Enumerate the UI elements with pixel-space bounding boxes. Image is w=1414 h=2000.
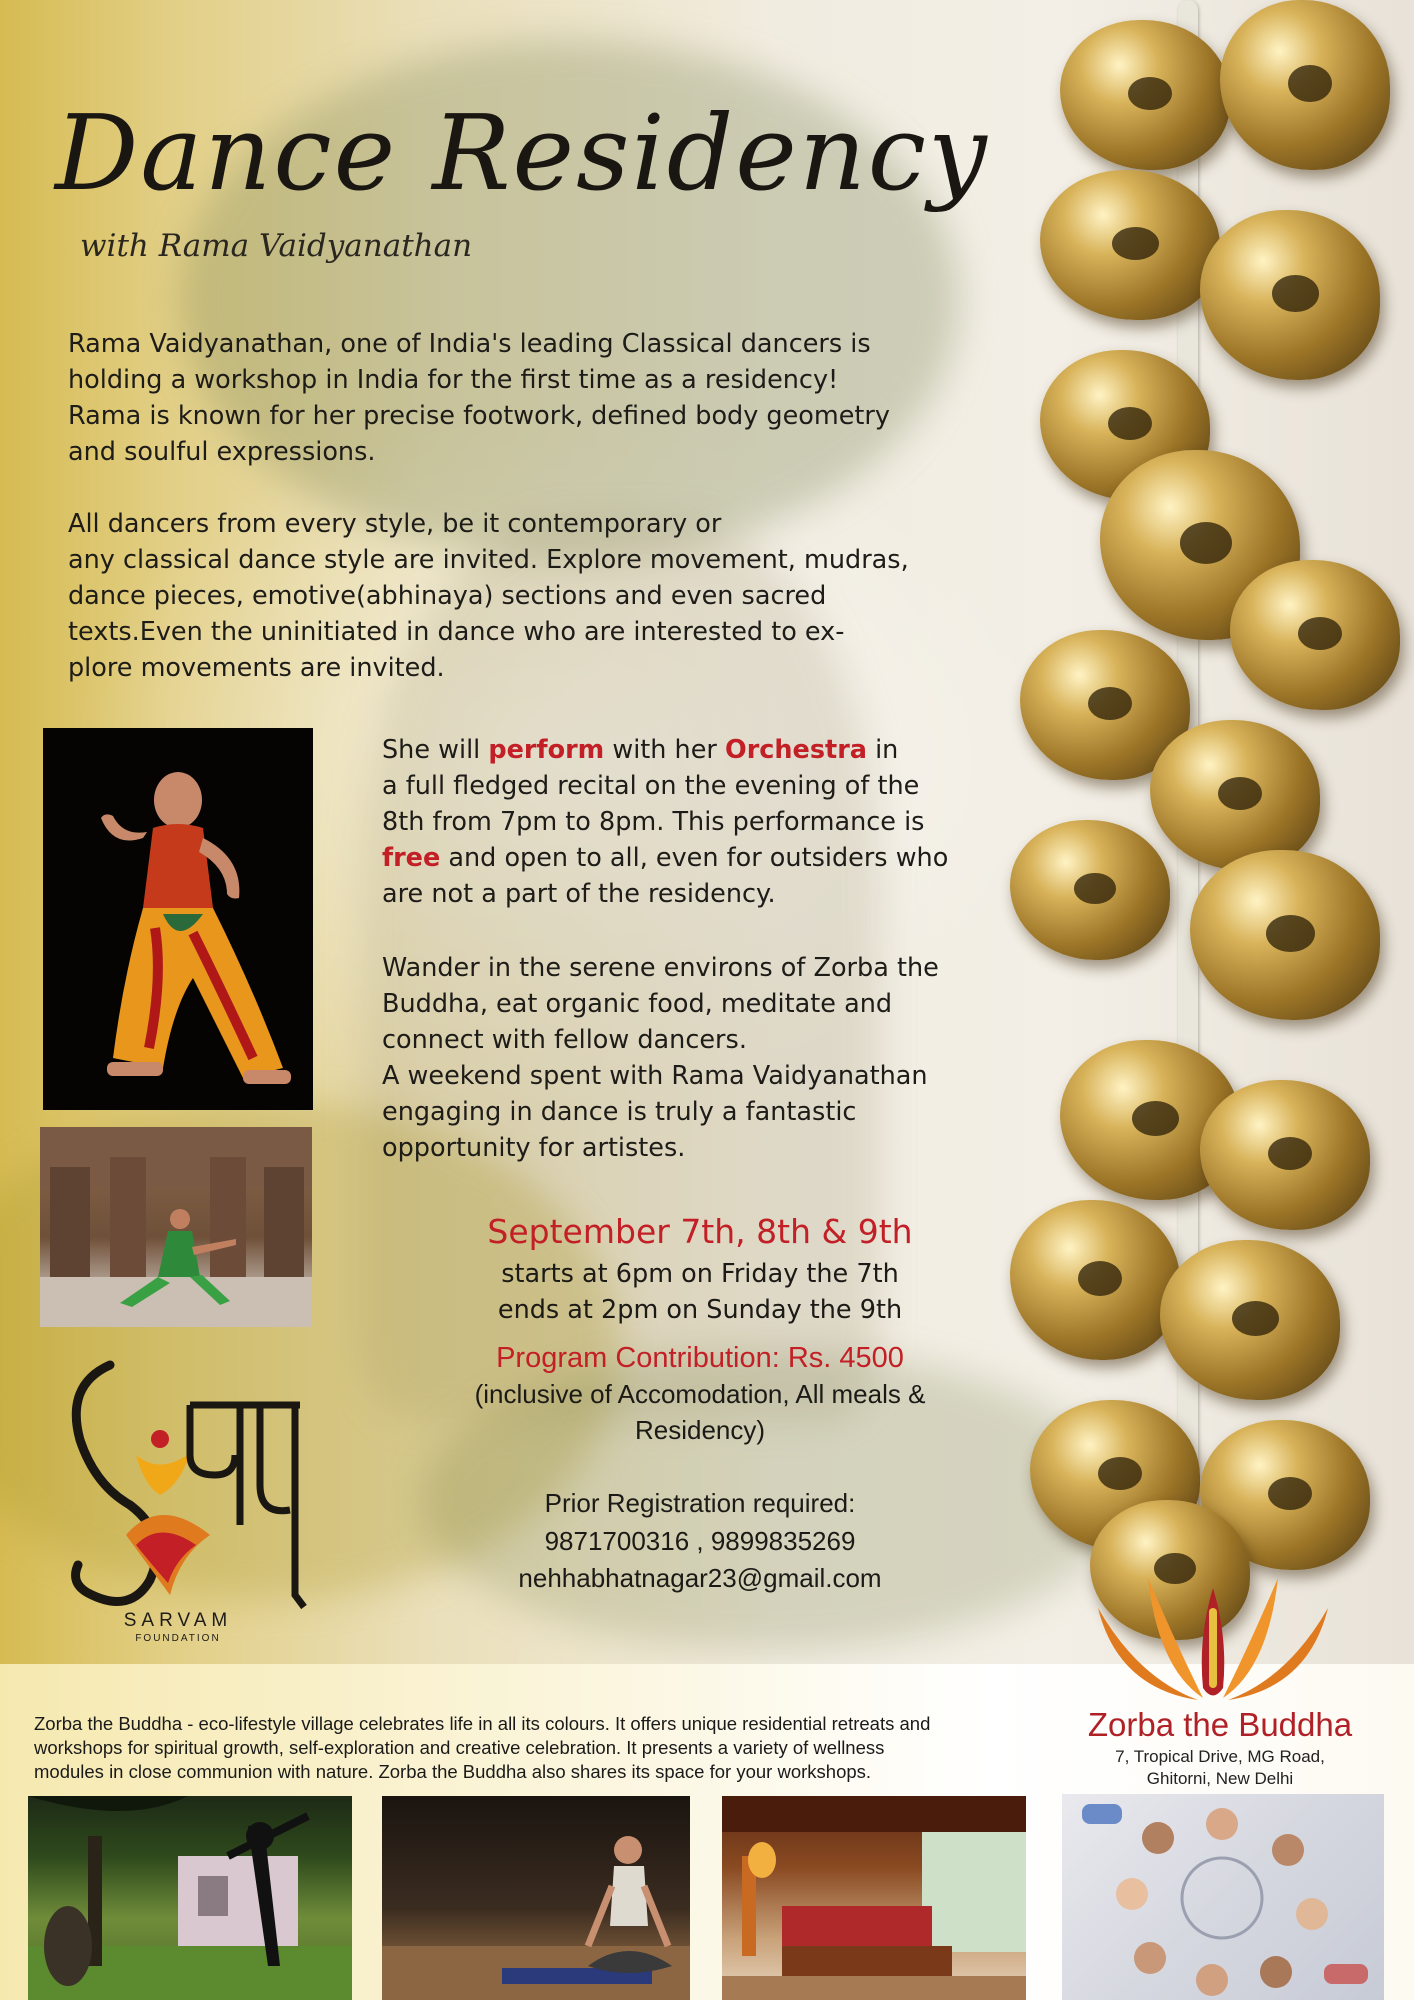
invite-paragraph bbox=[68, 506, 998, 686]
bell bbox=[1190, 850, 1380, 1020]
text-line: Wander in the serene environs of Zorba the bbox=[382, 953, 939, 983]
garden-photo bbox=[28, 1796, 352, 2000]
zorba-address: 7, Tropical Drive, MG Road, bbox=[1115, 1747, 1325, 1766]
meditation-photo bbox=[382, 1796, 690, 2000]
text-line: plore movements are invited. bbox=[68, 653, 445, 683]
ankle-bells-image bbox=[1000, 0, 1414, 1650]
garden-scene bbox=[28, 1796, 352, 2000]
bell bbox=[1230, 560, 1400, 710]
text-line: and soulful expressions. bbox=[68, 437, 376, 467]
text-line: dance pieces, emotive(abhinaya) sections and even sacred bbox=[68, 581, 827, 611]
text-fragment: and open to all, even for outsiders who bbox=[440, 843, 949, 873]
text-line: any classical dance style are invited. Explore movement, mudras, bbox=[68, 545, 909, 575]
bedroom-scene bbox=[722, 1796, 1026, 2000]
highlight-perform: perform bbox=[488, 735, 605, 765]
text-line: texts.Even the uninitiated in dance who are interested to ex- bbox=[68, 617, 845, 647]
bell bbox=[1150, 720, 1320, 870]
text-line: connect with fellow dancers. bbox=[382, 1025, 747, 1055]
dancer-figure bbox=[43, 728, 313, 1110]
text-line: are not a part of the residency. bbox=[382, 879, 776, 909]
text-line bbox=[382, 840, 1012, 876]
text-line: Rama Vaidyanathan, one of India's leading Classical dancers is bbox=[68, 329, 871, 359]
text-line: Zorba the Buddha - eco-lifestyle village celebrates life in all its colours. It offers unique residential retreats and bbox=[34, 1713, 931, 1734]
highlight-orchestra: Orchestra bbox=[725, 735, 867, 765]
sarvam-logo bbox=[40, 1345, 340, 1645]
contact-phones: 9871700316 , 9899835269 bbox=[544, 1526, 856, 1556]
bell bbox=[1060, 20, 1230, 170]
text-line bbox=[382, 732, 1012, 768]
bell bbox=[1040, 170, 1220, 320]
text-line: a full fledged recital on the evening of the bbox=[382, 771, 920, 801]
sarvam-wordmark: SARVAM bbox=[123, 1610, 233, 1631]
event-end: ends at 2pm on Sunday the 9th bbox=[497, 1295, 903, 1325]
page-title: Dance Residency bbox=[55, 92, 989, 214]
bedroom-photo bbox=[722, 1796, 1026, 2000]
text-line: opportunity for artistes. bbox=[382, 1133, 686, 1163]
bell bbox=[1200, 1080, 1370, 1230]
sarvam-foundation-label: FOUNDATION bbox=[135, 1633, 221, 1644]
event-start: starts at 6pm on Friday the 7th bbox=[501, 1259, 899, 1289]
bell bbox=[1200, 210, 1380, 380]
text-line: All dancers from every style, be it contemporary or bbox=[68, 509, 722, 539]
text-line: Buddha, eat organic food, meditate and bbox=[382, 989, 893, 1019]
bell bbox=[1220, 0, 1390, 170]
performance-paragraph bbox=[382, 732, 1012, 912]
page-subtitle: with Rama Vaidyanathan bbox=[80, 228, 473, 264]
zorba-description bbox=[34, 1712, 1024, 1784]
text-line: Rama is known for her precise footwork, defined body geometry bbox=[68, 401, 891, 431]
group-scene bbox=[1062, 1794, 1384, 2000]
intro-paragraph bbox=[68, 326, 1008, 470]
contribution-note: Residency) bbox=[634, 1415, 766, 1445]
text-line: workshops for spiritual growth, self-exploration and creative celebration. It presents a variety of wellness bbox=[34, 1737, 885, 1758]
text-fragment: with her bbox=[604, 735, 726, 765]
zorba-lotus-logo bbox=[1078, 1568, 1348, 1708]
wander-paragraph bbox=[382, 950, 1012, 1166]
text-line: holding a workshop in India for the first time as a residency! bbox=[68, 365, 839, 395]
text-fragment: in bbox=[866, 735, 899, 765]
contribution-note: (inclusive of Accomodation, All meals & bbox=[474, 1379, 926, 1409]
bell bbox=[1010, 820, 1170, 960]
event-dates: September 7th, 8th & 9th bbox=[487, 1212, 913, 1251]
text-line: A weekend spent with Rama Vaidyanathan bbox=[382, 1061, 928, 1091]
temple-scene bbox=[40, 1127, 312, 1327]
temple-dance-photo bbox=[40, 1127, 312, 1327]
text-fragment: She will bbox=[382, 735, 489, 765]
meditation-scene bbox=[382, 1796, 690, 2000]
text-line: modules in close communion with nature. Zorba the Buddha also shares its space for your workshops. bbox=[34, 1761, 872, 1782]
registration-note: Prior Registration required: bbox=[544, 1488, 856, 1518]
zorba-address: Ghitorni, New Delhi bbox=[1146, 1769, 1294, 1788]
zorba-name: Zorba the Buddha bbox=[1087, 1706, 1353, 1743]
highlight-free: free bbox=[382, 843, 441, 873]
contact-email: nehhabhatnagar23@gmail.com bbox=[518, 1563, 882, 1593]
bell bbox=[1010, 1200, 1180, 1360]
dancer-photo bbox=[43, 728, 313, 1110]
group-photo bbox=[1062, 1794, 1384, 2000]
text-line: 8th from 7pm to 8pm. This performance is bbox=[382, 807, 925, 837]
text-line: engaging in dance is truly a fantastic bbox=[382, 1097, 857, 1127]
program-contribution: Program Contribution: Rs. 4500 bbox=[496, 1342, 904, 1374]
